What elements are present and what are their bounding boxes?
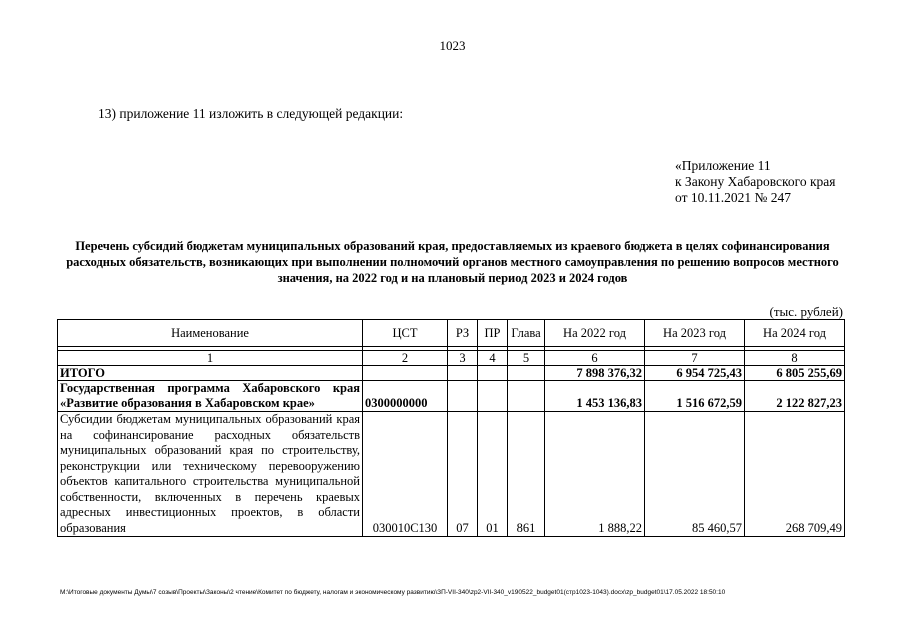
subsidy-name: Субсидии бюджетам муниципальных образований края на софинансирование расходных обязательств муниципальных образований края по строительству, реконструкции или техническому перевооружению объектов капитального строительства муниципальной собственности, включенных в перечень краевых адресных инвестиционных проектов, в области образования (58, 412, 363, 537)
total-row (58, 366, 845, 381)
column-number-row (58, 351, 845, 366)
total-2022: 7 898 376,32 (545, 366, 645, 381)
program-2024: 2 122 827,23 (745, 381, 845, 412)
column-number: 6 (545, 351, 645, 366)
subsidy-2024: 268 709,49 (745, 412, 845, 537)
program-row (58, 381, 845, 412)
header-cst: ЦСТ (363, 320, 448, 347)
subsidy-2023: 85 460,57 (645, 412, 745, 537)
appendix-line-2: к Закону Хабаровского края (675, 174, 836, 189)
subsidy-glava: 861 (508, 412, 545, 537)
appendix-line-3: от 10.11.2021 № 247 (675, 190, 791, 205)
header-2023: На 2023 год (645, 320, 745, 347)
appendix-line-1: «Приложение 11 (675, 158, 771, 173)
subsidy-rz: 07 (448, 412, 478, 537)
program-2023: 1 516 672,59 (645, 381, 745, 412)
header-name: Наименование (58, 320, 363, 347)
subsidy-row (58, 412, 845, 537)
subsidy-cst: 030010С130 (363, 412, 448, 537)
table-header-row (58, 320, 845, 347)
total-label: ИТОГО (58, 366, 363, 381)
amendment-instruction: 13) приложение 11 изложить в следующей редакции: (98, 106, 404, 121)
program-cst: 0300000000 (363, 381, 448, 412)
total-2024: 6 805 255,69 (745, 366, 845, 381)
header-2022: На 2022 год (545, 320, 645, 347)
units-label: (тыс. рублей) (769, 304, 843, 319)
column-number: 3 (448, 351, 478, 366)
header-glava: Глава (508, 320, 545, 347)
header-pr: ПР (478, 320, 508, 347)
header-rz: РЗ (448, 320, 478, 347)
column-number: 8 (745, 351, 845, 366)
subsidy-2022: 1 888,22 (545, 412, 645, 537)
column-number: 7 (645, 351, 745, 366)
total-2023: 6 954 725,43 (645, 366, 745, 381)
column-number: 2 (363, 351, 448, 366)
page-number: 1023 (439, 38, 466, 53)
header-2024: На 2024 год (745, 320, 845, 347)
document-title: Перечень субсидий бюджетам муниципальных образований края, предоставляемых из краевого бюджета в целях софинансирования расходных обязательств, возникающих при выполнении полномочий органов местного самоуправления по решению вопросов местного значения, на 2022 год и на плановый период 2023 и 2024 годов (66, 239, 839, 285)
file-path-footer: M:\Итоговые документы Думы\7 созыв\Проекты\Законы\2 чтение\Комитет по бюджету, налогам и экономическому развитию\ЗП-VII-340\zp2-VII-340_v190522_budget01(стр1023-1043).docx\zp_budget01\17.05.2022 18:50:10 (60, 589, 726, 596)
column-number: 4 (478, 351, 508, 366)
subsidy-pr: 01 (478, 412, 508, 537)
appendix-header (675, 158, 836, 206)
column-number: 5 (508, 351, 545, 366)
column-number: 1 (58, 351, 363, 366)
program-name: Государственная программа Хабаровского края «Развитие образования в Хабаровском крае» (58, 381, 363, 412)
subsidy-table (57, 319, 845, 537)
program-2022: 1 453 136,83 (545, 381, 645, 412)
